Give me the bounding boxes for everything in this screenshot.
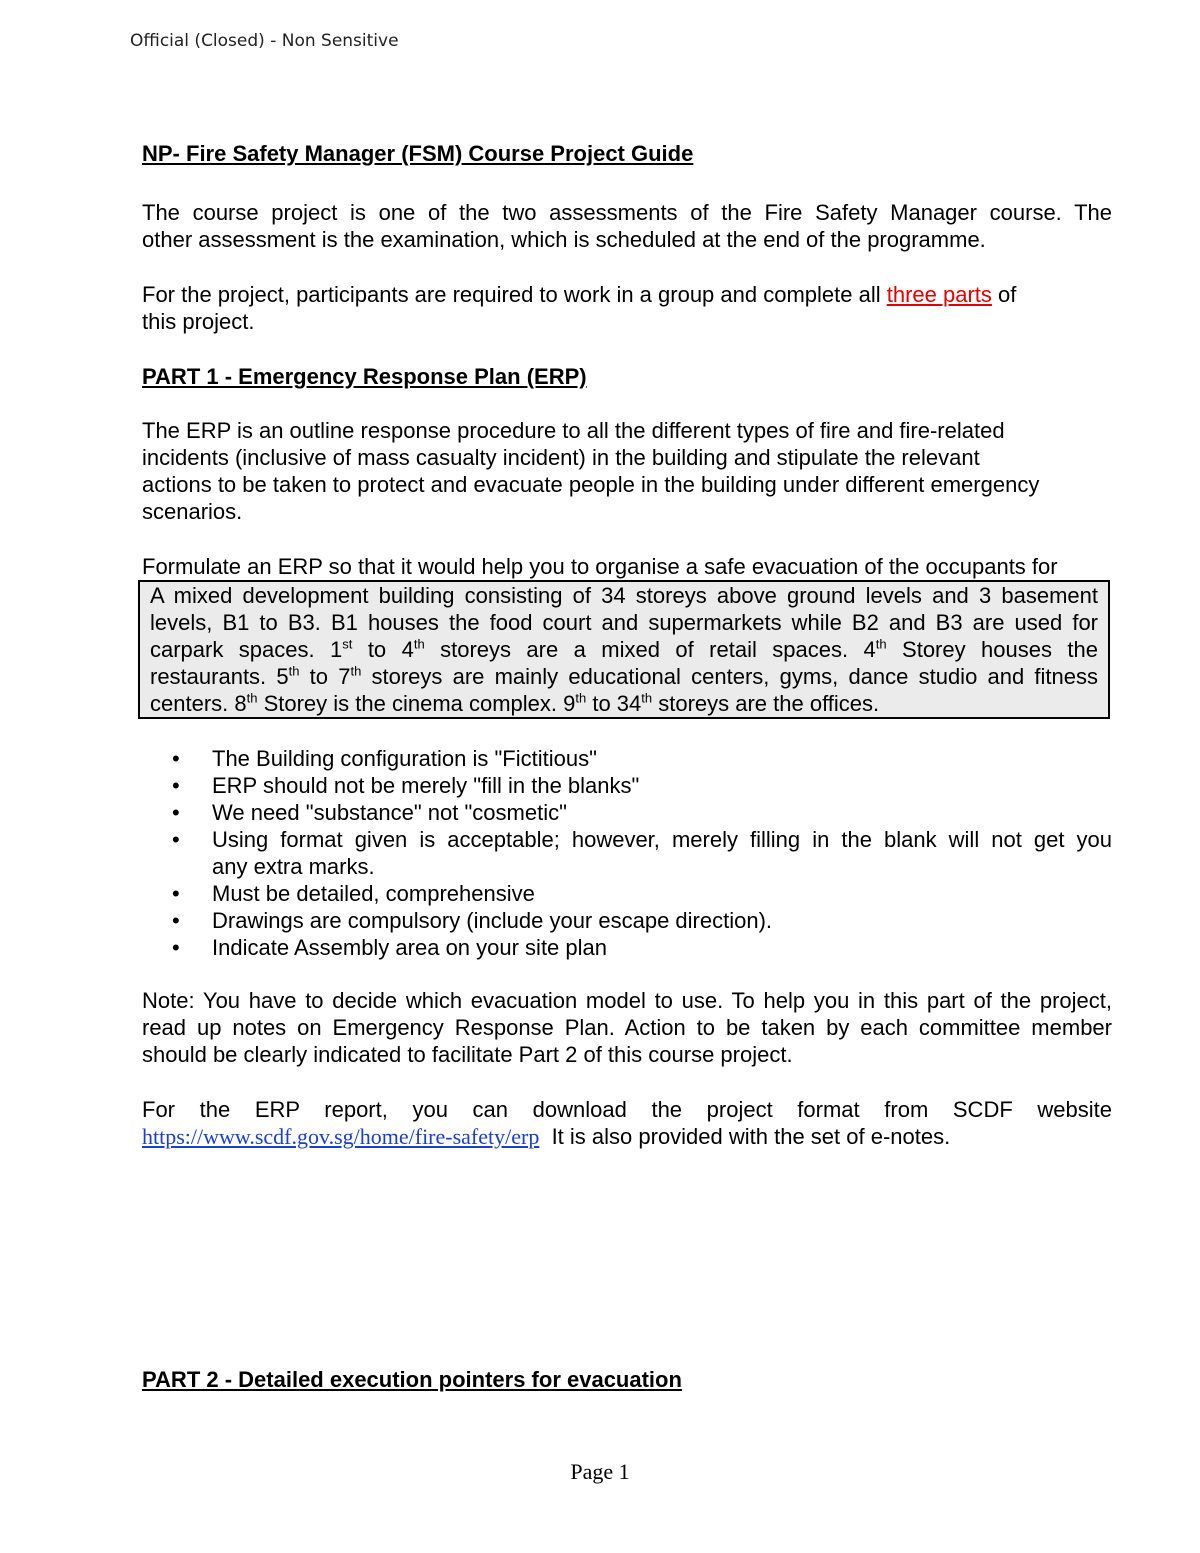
box-text: storeys are the offices. — [652, 691, 880, 716]
intro-line-2: other assessment is the examination, which is scheduled at the end of the programme. — [142, 227, 986, 252]
erp-description-l2: incidents (inclusive of mass casualty incident) in the building and stipulate the relevant — [142, 445, 980, 470]
report-line-2-text: It is also provided with the set of e-notes. — [539, 1124, 951, 1149]
list-item — [142, 934, 1112, 961]
box-text: centers. 8 — [150, 691, 247, 716]
box-line-4 — [150, 663, 1098, 690]
superscript: th — [641, 690, 653, 706]
report-line-1: For the ERP report, you can download the project format from SCDF website — [142, 1097, 1112, 1122]
list-item — [142, 772, 1112, 799]
formulate-instruction: Formulate an ERP so that it would help you to organise a safe evacuation of the occupants for — [142, 554, 1058, 579]
classification-header: Official (Closed) - Non Sensitive — [130, 31, 399, 51]
list-item-text: We need "substance" not "cosmetic" — [212, 800, 567, 825]
page-number: Page 1 — [570, 1459, 630, 1484]
bullet-icon: • — [172, 935, 180, 960]
box-text: Storey is the cinema complex. 9 — [257, 691, 576, 716]
list-item — [142, 799, 1112, 826]
list-item-text: Using format given is acceptable; however, merely filling in the blank will not get you — [212, 827, 1112, 852]
project-requirement — [142, 281, 1112, 308]
list-item — [142, 745, 1112, 772]
list-item-text-continued: any extra marks. — [212, 854, 375, 879]
document-title: NP- Fire Safety Manager (FSM) Course Project Guide — [142, 141, 694, 166]
erp-description-l1: The ERP is an outline response procedure to all the different types of fire and fire-related — [142, 418, 1005, 443]
erp-description-l4: scenarios. — [142, 499, 243, 524]
part1-heading: PART 1 - Emergency Response Plan (ERP) — [142, 364, 587, 389]
box-line-3 — [150, 636, 1098, 663]
box-line-5 — [150, 690, 1098, 717]
superscript: th — [246, 690, 258, 706]
list-item — [142, 880, 1112, 907]
box-text: to 4 — [352, 637, 414, 662]
list-item-text: Indicate Assembly area on your site plan — [212, 935, 608, 960]
bullet-icon: • — [172, 908, 180, 933]
erp-requirements-list — [142, 745, 1112, 961]
list-item — [142, 826, 1112, 880]
bullet-icon: • — [172, 827, 180, 852]
bullet-icon: • — [172, 800, 180, 825]
list-item-text: The Building configuration is "Fictitious" — [212, 746, 597, 771]
project-requirement-line-2: this project. — [142, 309, 255, 334]
superscript: th — [575, 690, 587, 706]
superscript: th — [413, 636, 425, 652]
box-text: storeys are mainly educational centers, gyms, dance studio and fitness — [361, 664, 1099, 689]
bullet-icon: • — [172, 746, 180, 771]
list-item-text: Must be detailed, comprehensive — [212, 881, 535, 906]
intro-line-1: The course project is one of the two assessments of the Fire Safety Manager course. The — [142, 200, 1112, 225]
list-item-text: ERP should not be merely "fill in the blanks" — [212, 773, 640, 798]
superscript: th — [350, 663, 362, 679]
three-parts-link[interactable]: three parts — [886, 282, 992, 307]
note-line-2: read up notes on Emergency Response Plan. Action to be taken by each committee member — [142, 1015, 1112, 1040]
scdf-erp-link[interactable]: https://www.scdf.gov.sg/home/fire-safety/erp — [142, 1124, 540, 1149]
bullet-icon: • — [172, 881, 180, 906]
box-text: Storey houses the — [886, 637, 1098, 662]
requirement-text: For the project, participants are required to work in a group and complete all — [142, 282, 887, 307]
box-line-2: levels, B1 to B3. B1 houses the food court and supermarkets while B2 and B3 are used for — [150, 610, 1098, 635]
building-description-box — [138, 580, 1110, 719]
box-text: storeys are a mixed of retail spaces. 4 — [424, 637, 876, 662]
box-line-1: A mixed development building consisting of 34 storeys above ground levels and 3 basement — [150, 583, 1098, 608]
note-line-3: should be clearly indicated to facilitate Part 2 of this course project. — [142, 1042, 793, 1067]
box-text: restaurants. 5 — [150, 664, 289, 689]
bullet-icon: • — [172, 773, 180, 798]
superscript: th — [875, 636, 887, 652]
report-line-2 — [142, 1123, 1112, 1150]
box-text: to 34 — [586, 691, 642, 716]
box-text: carpark spaces. 1 — [150, 637, 343, 662]
requirement-text-end: of — [991, 282, 1017, 307]
erp-description-l3: actions to be taken to protect and evacuate people in the building under different emergency — [142, 472, 1040, 497]
note-line-1: Note: You have to decide which evacuation model to use. To help you in this part of the project, — [142, 988, 1112, 1013]
box-text: to 7 — [299, 664, 351, 689]
superscript: th — [288, 663, 300, 679]
part2-heading: PART 2 - Detailed execution pointers for evacuation — [142, 1367, 682, 1392]
document-body — [142, 140, 1112, 1393]
list-item — [142, 907, 1112, 934]
superscript: st — [342, 636, 353, 652]
list-item-text: Drawings are compulsory (include your escape direction). — [212, 908, 773, 933]
